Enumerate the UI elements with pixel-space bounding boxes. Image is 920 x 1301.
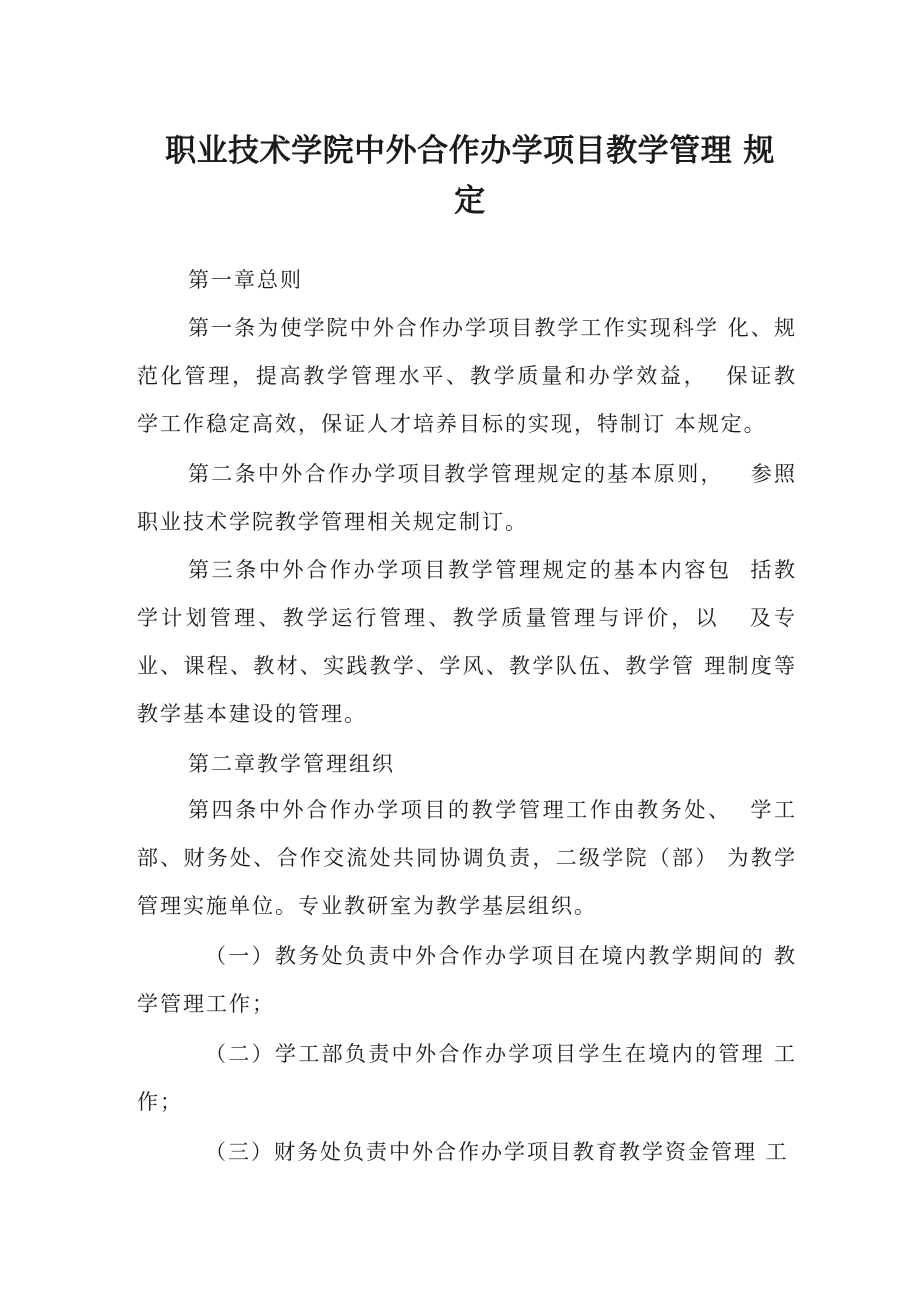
document-title: 职业技术学院中外合作办学项目教学管理 规 定 <box>165 133 775 219</box>
article-3: 第三条中外合作办学项目教学管理规定的基本内容包 括教学计划管理、教学运行管理、教学质量管理与评价，以 及专业、课程、教材、实践教学、学风、教学队伍、教学管 理制度等教学基本建设的管理。 <box>137 558 797 726</box>
article-1: 第一条为使学院中外合作办学项目教学工作实现科学 化、规范化管理，提高教学管理水平、教学质量和办学效益， 保证教学工作稳定高效，保证人才培养目标的实现，特制订 本规定。 <box>137 316 797 436</box>
chapter-heading-1: 第一章总则 <box>188 268 303 292</box>
clause-1: （一）教务处负责中外合作办学项目在境内教学期间的 教学管理工作； <box>137 944 797 1016</box>
clause-3: （三）财务处负责中外合作办学项目教育教学资金管理 工 <box>205 1140 789 1164</box>
article-2: 第二条中外合作办学项目教学管理规定的基本原则， 参照职业技术学院教学管理相关规定制订。 <box>137 462 797 534</box>
chapter-heading-2: 第二章教学管理组织 <box>188 752 395 776</box>
clause-2: （二）学工部负责中外合作办学项目学生在境内的管理 工作； <box>137 1042 797 1114</box>
article-4: 第四条中外合作办学项目的教学管理工作由教务处、 学工部、财务处、合作交流处共同协调负责，二级学院（部） 为教学管理实施单位。专业教研室为教学基层组织。 <box>137 798 797 918</box>
